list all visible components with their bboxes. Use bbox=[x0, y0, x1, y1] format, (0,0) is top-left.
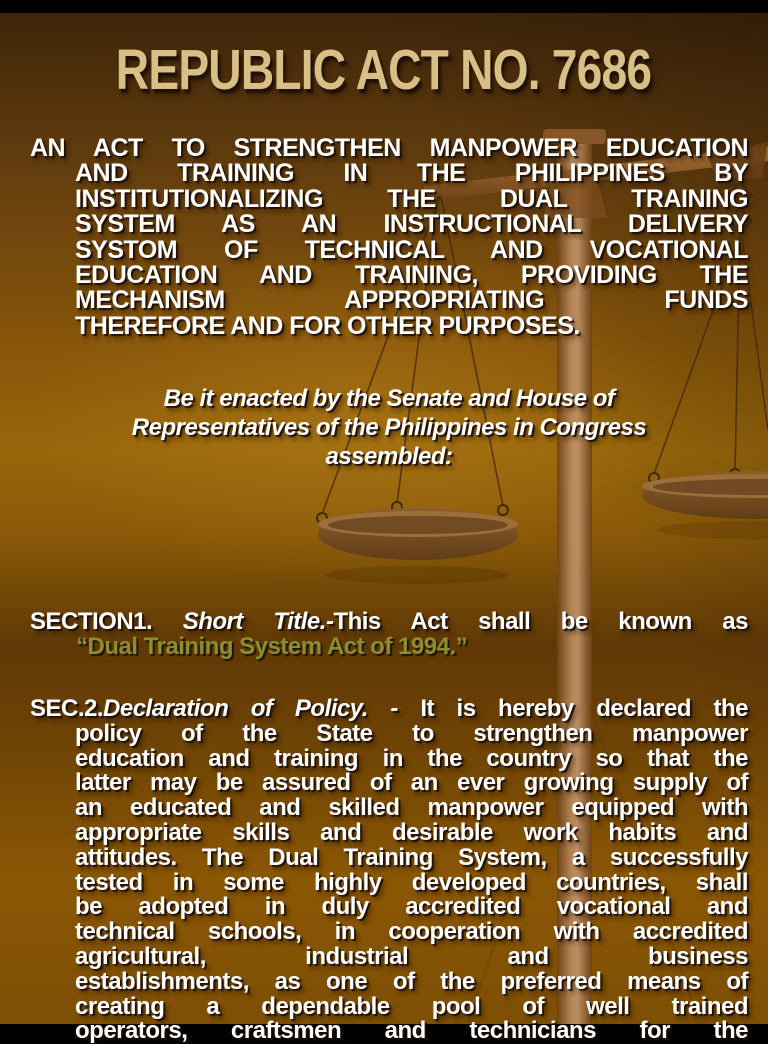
text-line: EDUCATION AND TRAINING, PROVIDING THE bbox=[75, 261, 748, 290]
text-line: latter may be assured of an ever growing supply of bbox=[75, 769, 748, 797]
text-line: attitudes. The Dual Training System, a successfully bbox=[75, 843, 748, 871]
text-line: Be it enacted by the Senate and House of bbox=[163, 385, 615, 412]
text-line: appropriate skills and desirable work habits and bbox=[75, 818, 748, 846]
text-line: policy of the State to strengthen manpower bbox=[75, 719, 748, 747]
text-line: an educated and skilled manpower equipped with bbox=[75, 794, 748, 822]
text-line: education and training in the country so that the bbox=[75, 744, 748, 772]
text-line: tested in some highly developed countries, shall bbox=[75, 868, 748, 896]
section-1-number: SECTION1. bbox=[30, 608, 183, 635]
section-1-text: This Act shall be known as bbox=[333, 608, 748, 635]
text-line: operators, craftsmen and technicians for the bbox=[75, 1017, 748, 1044]
section-1-short-title: Short Title.- bbox=[182, 608, 334, 635]
text-line: technical schools, in cooperation with accredited bbox=[75, 918, 748, 946]
text-line: assembled: bbox=[325, 443, 453, 470]
section-2-number: SEC.2. bbox=[30, 695, 104, 722]
page-title bbox=[0, 40, 768, 100]
text-line: MECHANISM APPROPRIATING FUNDS bbox=[75, 286, 748, 315]
text-line: Representatives of the Philippines in Congress bbox=[131, 414, 647, 441]
section-1 bbox=[30, 610, 748, 660]
section-1-heading-line bbox=[30, 610, 748, 635]
text-line: THEREFORE AND FOR OTHER PURPOSES. bbox=[75, 311, 580, 340]
text-line: establishments, as one of the preferred means of bbox=[75, 967, 748, 995]
text-line: AND TRAINING IN THE PHILIPPINES BY bbox=[75, 159, 748, 188]
right-pan-shadow bbox=[657, 521, 768, 539]
text-line: be adopted in duly accredited vocational and bbox=[75, 893, 748, 921]
text-line: creating a dependable pool of well trained bbox=[75, 992, 748, 1020]
section-2-body bbox=[30, 719, 748, 1044]
text-line: SYSTEM AS AN INSTRUCTIONAL DELIVERY bbox=[75, 210, 748, 239]
section-2-first-line bbox=[30, 697, 748, 722]
text-line: INSTITUTIONALIZING THE DUAL TRAINING bbox=[75, 184, 748, 213]
page-title-text: REPUBLIC ACT NO. 7686 bbox=[116, 38, 652, 102]
top-letterbox-bar bbox=[0, 0, 768, 13]
enacting-clause bbox=[30, 384, 748, 471]
text-line: AN ACT TO STRENGTHEN MANPOWER EDUCATION bbox=[30, 134, 748, 162]
section-2 bbox=[30, 697, 748, 1044]
text-line: SYSTOM OF TECHNICAL AND VOCATIONAL bbox=[75, 235, 748, 264]
left-pan-shadow bbox=[326, 566, 510, 584]
section-1-act-name: “Dual Training System Act of 1994.” bbox=[76, 632, 468, 660]
section-2-first-line-text: It is hereby declared the bbox=[420, 695, 748, 722]
text-line: agricultural, industrial and business bbox=[75, 942, 748, 970]
section-2-policy-title: Declaration of Policy. - bbox=[103, 695, 421, 722]
left-pan-inner bbox=[328, 516, 508, 534]
act-long-title bbox=[30, 136, 748, 339]
